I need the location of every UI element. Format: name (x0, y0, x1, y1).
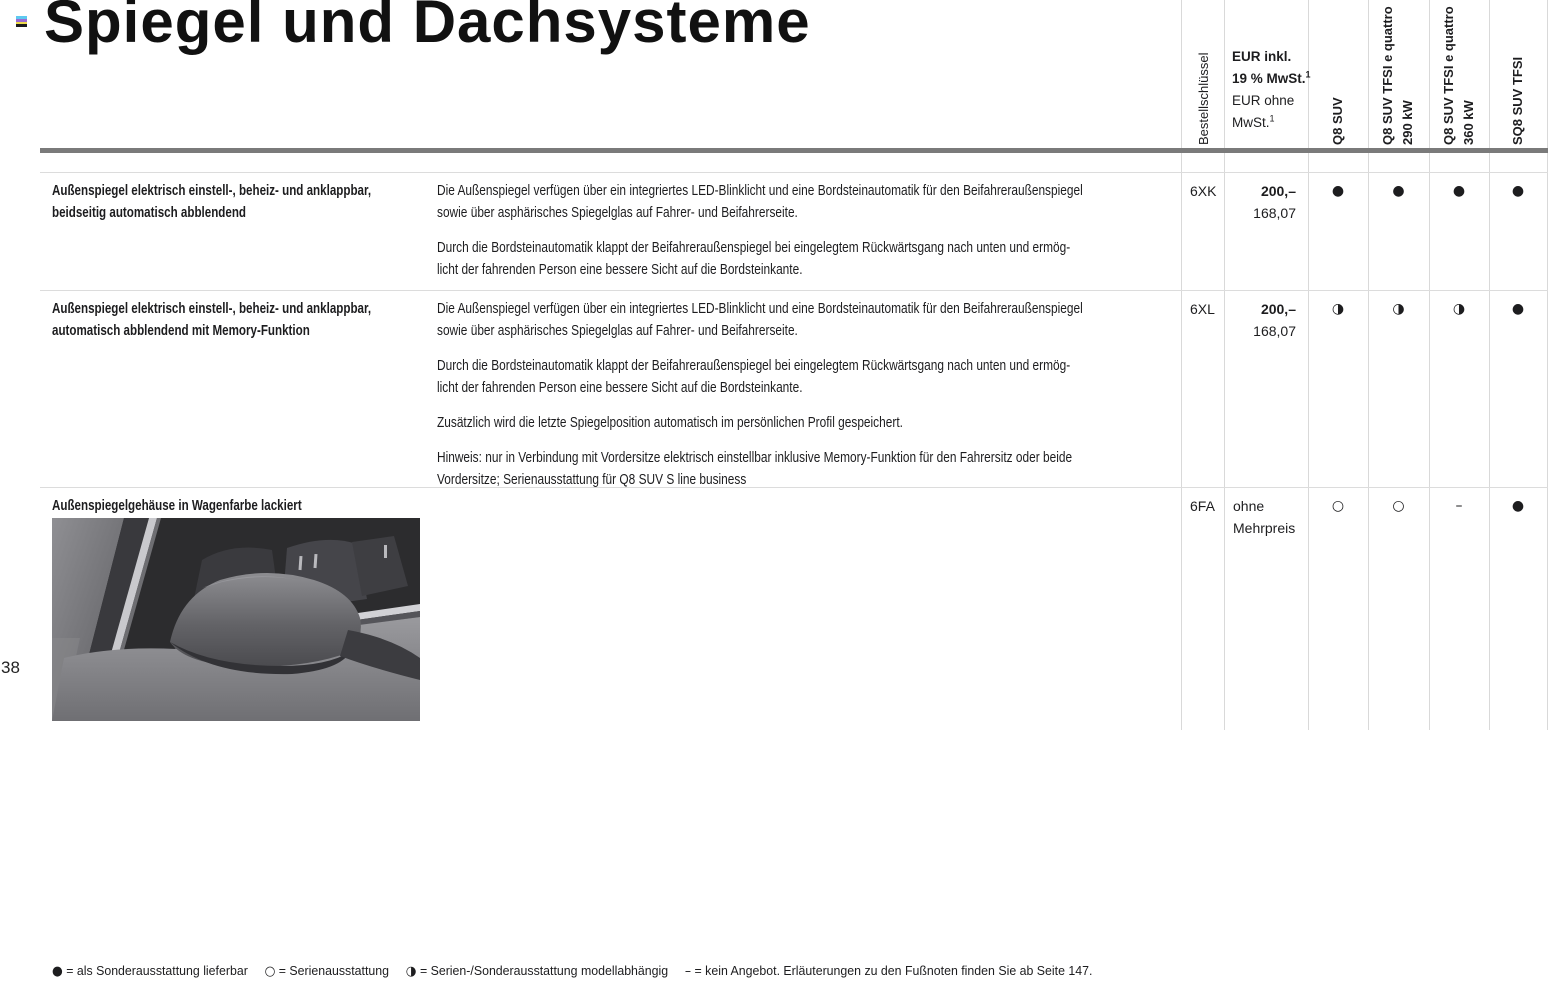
option-name: Außenspiegelgehäuse in Wagenfarbe lackiert (52, 498, 302, 514)
column-header-model-q8-suv: Q8 SUV (1330, 97, 1345, 145)
legend-item: – = kein Angebot. Erläuterungen zu den Fußnoten finden Sie ab Seite 147. (684, 963, 1093, 979)
price-cell: ohne Mehrpreis (1233, 498, 1296, 536)
order-code: 6XK (1190, 183, 1217, 199)
price-header-line: MwSt.$^1$ (1232, 113, 1275, 130)
symbol-legend (52, 962, 1106, 981)
option-name: Außenspiegel elektrisch einstell-, beheiz- und anklappbar, automatisch abblendend mit Memory-Funktion (52, 301, 372, 339)
availability-symbol: ● (1392, 183, 1405, 199)
table-row (0, 172, 1550, 290)
availability-symbol: ● (1452, 183, 1466, 199)
order-code: 6FA (1190, 498, 1215, 514)
header-separator-bar (40, 148, 1548, 153)
price-header-line: EUR inkl. (1232, 49, 1292, 64)
table-row (0, 290, 1550, 487)
column-header-model-q8-suv-tfsi-e-290: Q8 SUV TFSI e quattro 290 kW (1380, 6, 1415, 145)
column-header-price (1232, 46, 1311, 134)
column-header-order-code: Bestellschlüssel (1196, 52, 1211, 145)
exterior-mirror-photo (52, 518, 420, 721)
price-cell: 200,– 168,07 (1253, 183, 1296, 221)
filled-circle-icon: ● (52, 964, 63, 979)
legend-item: ● = als Sonderausstattung lieferbar (52, 963, 248, 979)
legend-item: ○ = Serienausstattung (264, 963, 389, 979)
availability-symbol: ● (1331, 183, 1345, 199)
availability-symbol: ◑ (1392, 301, 1405, 317)
column-header-model-q8-suv-tfsi-e-360: Q8 SUV TFSI e quattro 360 kW (1441, 6, 1476, 145)
price-header-line: 19 % MwSt.$^1$ (1232, 69, 1311, 86)
availability-symbol: ● (1511, 183, 1525, 199)
price-cell: 200,– 168,07 (1253, 301, 1296, 339)
availability-symbol: ◑ (1331, 301, 1345, 317)
table-row (0, 487, 1550, 730)
availability-symbol: ○ (1331, 498, 1345, 514)
price-header-line: EUR ohne (1232, 93, 1295, 108)
availability-symbol: ● (1511, 301, 1525, 317)
legend-item: ◑ = Serien-/Sonderausstattung modellabhängig (405, 963, 669, 979)
half-circle-icon: ◑ (405, 964, 417, 979)
column-header-model-sq8-suv-tfsi: SQ8 SUV TFSI (1510, 56, 1525, 145)
availability-symbol: ○ (1392, 498, 1405, 514)
page-number: 38 (1, 658, 20, 677)
option-name: Außenspiegel elektrisch einstell-, beheiz- und anklappbar, beidseitig automatisch abblendend (52, 183, 372, 221)
availability-symbol: ● (1511, 498, 1525, 514)
order-code: 6XL (1190, 301, 1215, 317)
availability-symbol: – (1455, 498, 1463, 514)
option-description: Die Außenspiegel verfügen über ein integriertes LED-Blinklicht und eine Bordsteinautomatik für den Beifahreraußenspiegel sowie über asphärisches Spiegelglas auf Fahrer- und Beifahrerseite. Durch die Bordsteinautomatik klappt der Beifahreraußenspiegel bei eingelegtem Rückwärtsgang nach unten und ermög- licht der fahrenden Person eine bessere Sicht auf die Bordsteinkante. (437, 183, 1083, 278)
dash-icon: – (684, 964, 692, 979)
registration-mark-icon (16, 16, 27, 27)
option-description: Die Außenspiegel verfügen über ein integriertes LED-Blinklicht und eine Bordsteinautomatik für den Beifahreraußenspiegel sowie über asphärisches Spiegelglas auf Fahrer- und Beifahrerseite. Durch die Bordsteinautomatik klappt der Beifahreraußenspiegel bei eingelegtem Rückwärtsgang nach unten und ermög- licht der fahrenden Person eine bessere Sicht auf die Bordsteinkante. Zusätzlich wird die letzte Spiegelposition automatisch im persönlichen Profil gespeichert. Hinweis: nur in Verbindung mit Vordersitze elektrisch einstellbar inklusive Memory-Funktion für den Fahrersitz oder beide Vordersitze; Serienausstattung für Q8 SUV S line business (437, 301, 1083, 488)
open-circle-icon: ○ (264, 964, 276, 979)
availability-symbol: ◑ (1452, 301, 1466, 317)
page-title: Spiegel und Dachsysteme (44, 0, 811, 55)
